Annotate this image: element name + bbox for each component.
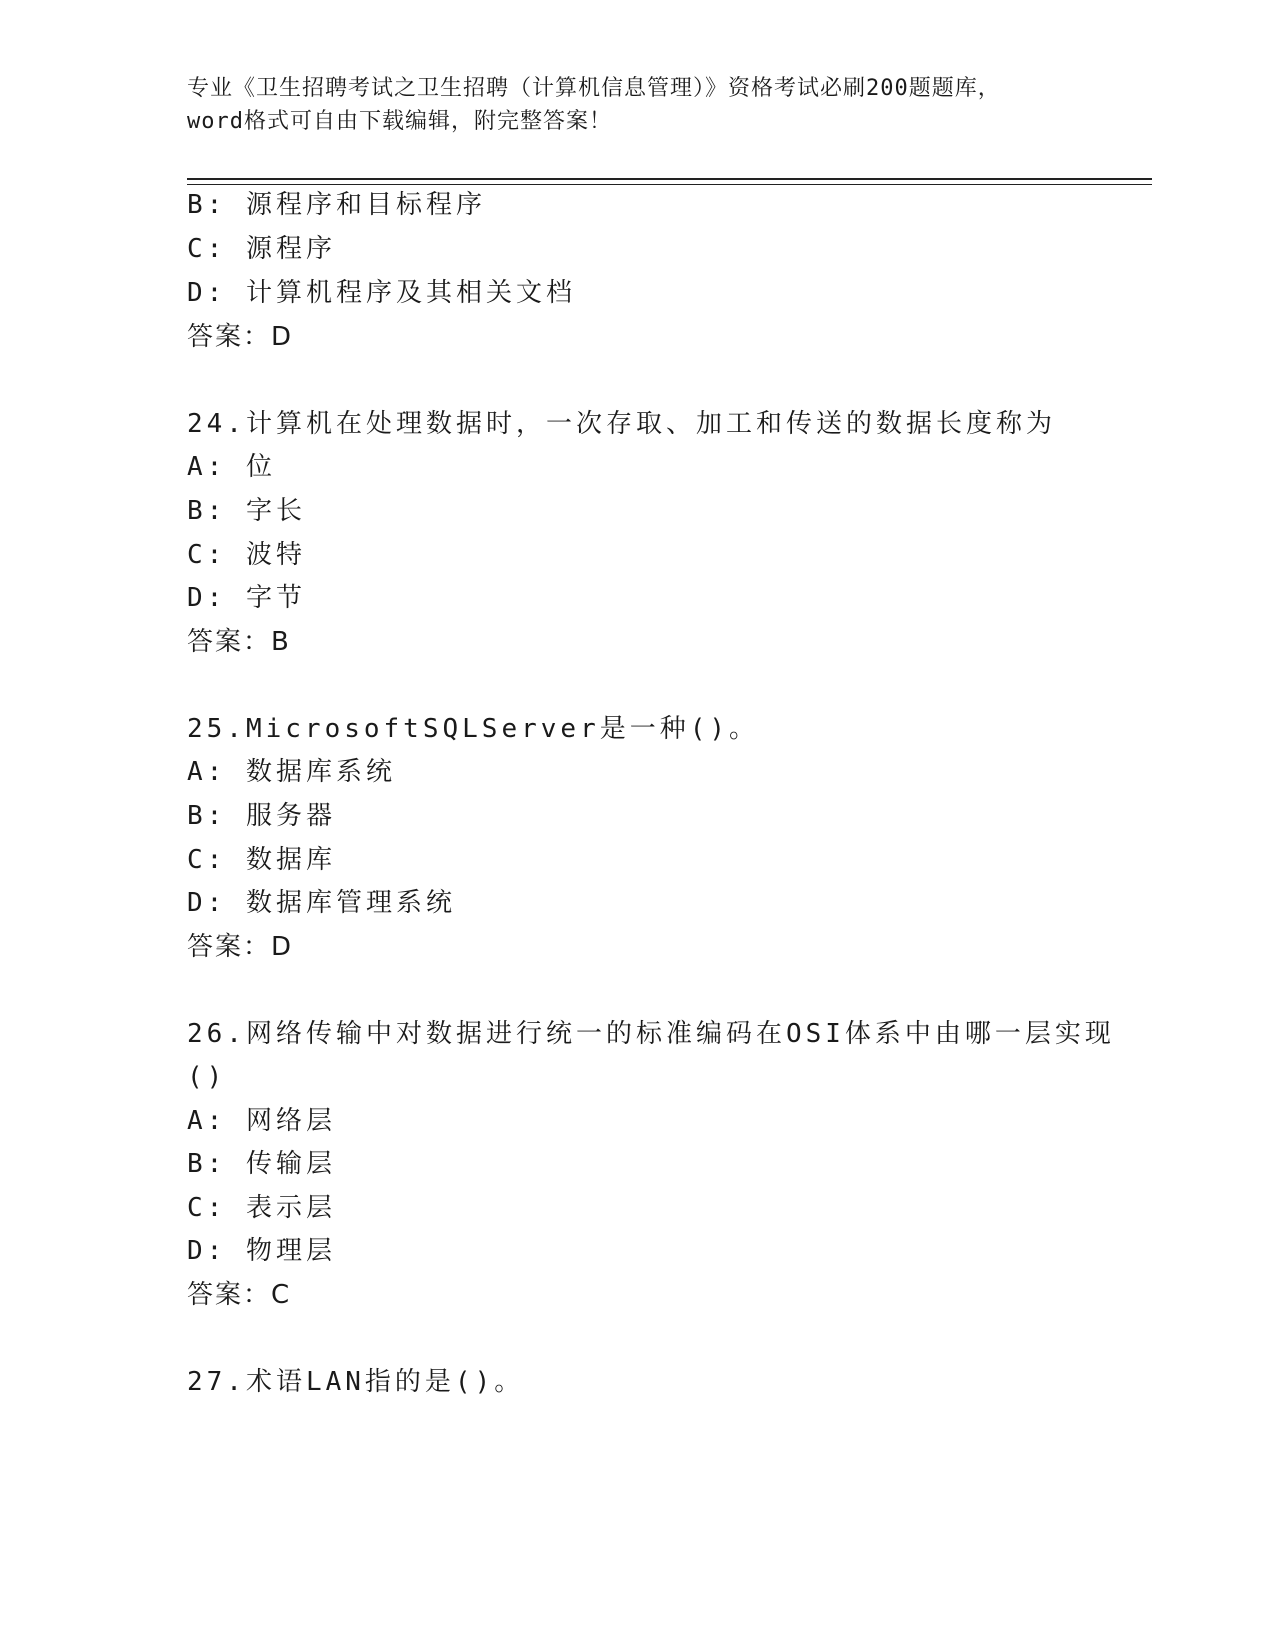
answer-line: 答案：C	[187, 1280, 292, 1310]
option-c: C: 数据库	[187, 845, 336, 875]
answer-line: 答案：D	[187, 932, 294, 962]
option-c: C: 波特	[187, 540, 306, 570]
header-divider-thin	[187, 184, 1152, 185]
answer-line: 答案：D	[187, 322, 294, 352]
option-b: B: 字长	[187, 496, 306, 526]
question-stem: 27.术语LAN指的是()。	[187, 1367, 525, 1397]
answer-line: 答案：B	[187, 627, 291, 657]
option-b: B: 服务器	[187, 801, 336, 831]
question-stem-continued: ()	[187, 1062, 227, 1092]
option-a: A: 位	[187, 452, 276, 482]
header-line-2: word格式可自由下载编辑，附完整答案！	[187, 109, 612, 134]
option-c: C: 表示层	[187, 1193, 336, 1223]
header-divider-thick	[187, 178, 1152, 180]
option-a: A: 网络层	[187, 1106, 336, 1136]
option-d: D: 计算机程序及其相关文档	[187, 278, 576, 308]
option-d: D: 字节	[187, 583, 306, 613]
question-stem: 24.计算机在处理数据时，一次存取、加工和传送的数据长度称为	[187, 409, 1056, 439]
document-header	[187, 72, 1087, 138]
option-d: D: 数据库管理系统	[187, 888, 456, 918]
option-b: B: 传输层	[187, 1149, 336, 1179]
question-stem: 26.网络传输中对数据进行统一的标准编码在OSI体系中由哪一层实现	[187, 1019, 1115, 1049]
option-c: C: 源程序	[187, 234, 336, 264]
option-a: A: 数据库系统	[187, 757, 396, 787]
option-d: D: 物理层	[187, 1236, 336, 1266]
question-stem: 25.MicrosoftSQLServer是一种()。	[187, 714, 760, 744]
header-line-1: 专业《卫生招聘考试之卫生招聘（计算机信息管理）》资格考试必刷200题题库，	[187, 76, 1001, 101]
option-b: B: 源程序和目标程序	[187, 190, 486, 220]
